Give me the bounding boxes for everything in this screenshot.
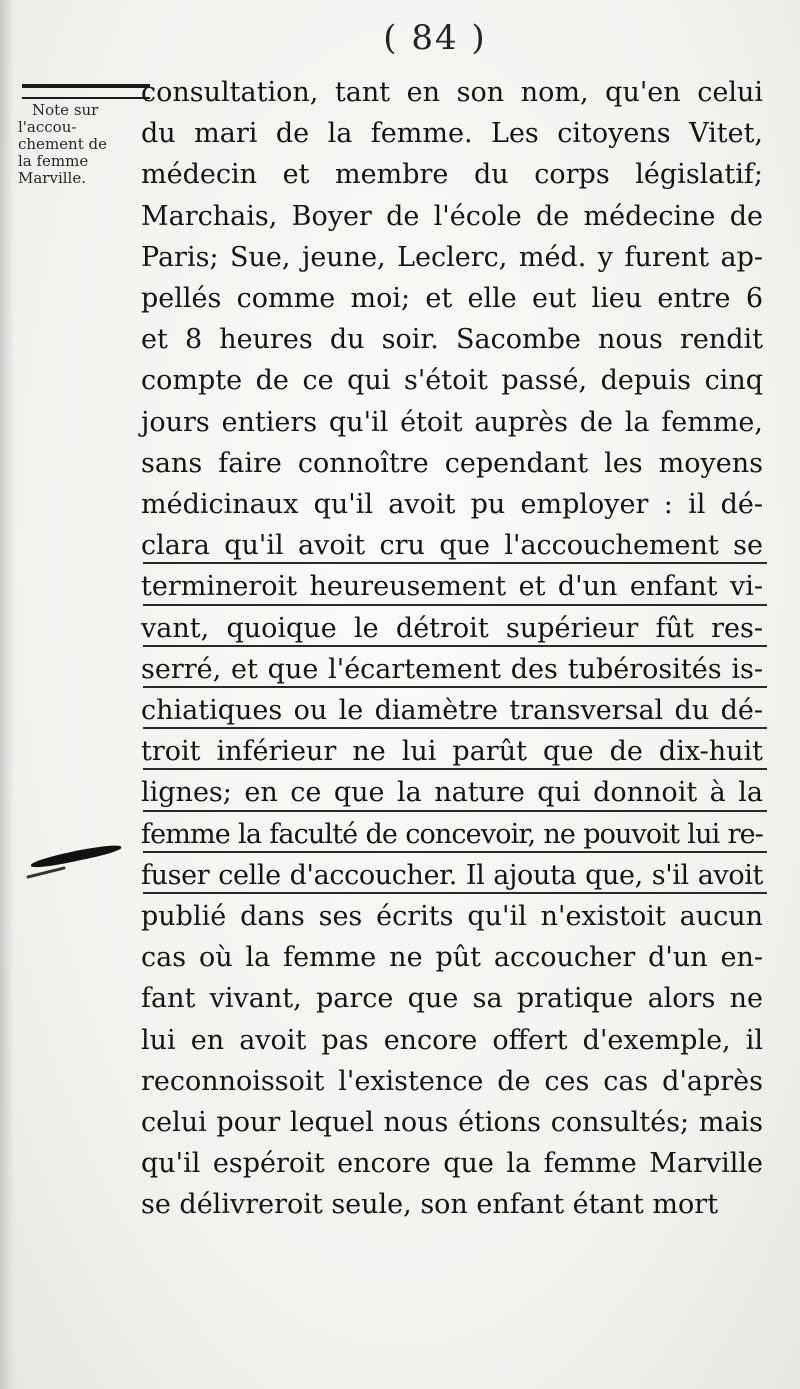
text-line: publié dans ses écrits qu'il n'existoit aucun	[141, 901, 763, 933]
underlined-text-line: troit inférieur ne lui parût que de dix-huit	[141, 731, 763, 772]
margin-note-line: l'accou-	[18, 118, 77, 136]
margin-note	[18, 102, 142, 187]
text-line: jours entiers qu'il étoit auprès de la femme,	[141, 406, 763, 438]
text-line: compte de ce qui s'étoit passé, depuis cinq	[141, 365, 763, 397]
text-line: médicinaux qu'il avoit pu employer : il dé-	[141, 489, 763, 521]
text-line: consultation, tant en son nom, qu'en celui	[141, 77, 763, 108]
margin-note-line: Note sur	[32, 101, 99, 119]
text-line: lui en avoit pas encore offert d'exemple, il	[141, 1024, 763, 1056]
text-line: cas où la femme ne pût accoucher d'un en-	[141, 942, 763, 974]
text-line: celui pour lequel nous étions consultés; mais	[141, 1107, 763, 1139]
underlined-text-line: termineroit heureusement et d'un enfant vi-	[141, 566, 763, 607]
text-line: fant vivant, parce que sa pratique alors ne	[141, 983, 763, 1015]
text-line: du mari de la femme. Les citoyens Vitet,	[141, 118, 763, 150]
underlined-text-line: chiatiques ou le diamètre transversal du dé-	[141, 690, 763, 731]
text-line: et 8 heures du soir. Sacombe nous rendit	[141, 324, 763, 356]
underlined-text-line: fuser celle d'accoucher. Il ajouta que, s'il avoit	[141, 855, 763, 896]
underlined-text-line: lignes; en ce que la nature qui donnoit à la	[141, 772, 763, 813]
page-gutter-shadow	[0, 0, 14, 1389]
margin-rule	[22, 84, 150, 99]
underlined-text-line: femme la faculté de concevoir, ne pouvoit lui re-	[141, 814, 763, 855]
page-number: ( 84 )	[383, 18, 487, 58]
ink-mark	[30, 842, 122, 871]
text-line: se délivreroit seule, son enfant étant mort	[141, 1189, 719, 1221]
text-line: reconnoissoit l'existence de ces cas d'après	[141, 1065, 763, 1097]
margin-note-line: la femme	[18, 152, 89, 170]
margin-note-line: chement de	[18, 135, 107, 153]
text-line: Paris; Sue, jeune, Leclerc, méd. y furent ap-	[141, 241, 763, 273]
underlined-text-line: serré, et que l'écartement des tubérosités is-	[141, 649, 763, 690]
text-line: sans faire connoître cependant les moyens	[141, 447, 763, 479]
text-line: qu'il espéroit encore que la femme Marville	[141, 1148, 763, 1180]
text-line: pellés comme moi; et elle eut lieu entre 6	[141, 283, 763, 315]
text-line: médecin et membre du corps législatif;	[141, 159, 763, 191]
underlined-text-line: vant, quoique le détroit supérieur fût res-	[141, 608, 763, 649]
ink-mark-tail	[26, 866, 66, 879]
margin-note-line: Marville.	[18, 169, 86, 187]
body-text	[141, 72, 763, 1226]
underlined-text-line: clara qu'il avoit cru que l'accouchement se	[141, 525, 763, 566]
text-line: Marchais, Boyer de l'école de médecine de	[141, 200, 763, 232]
